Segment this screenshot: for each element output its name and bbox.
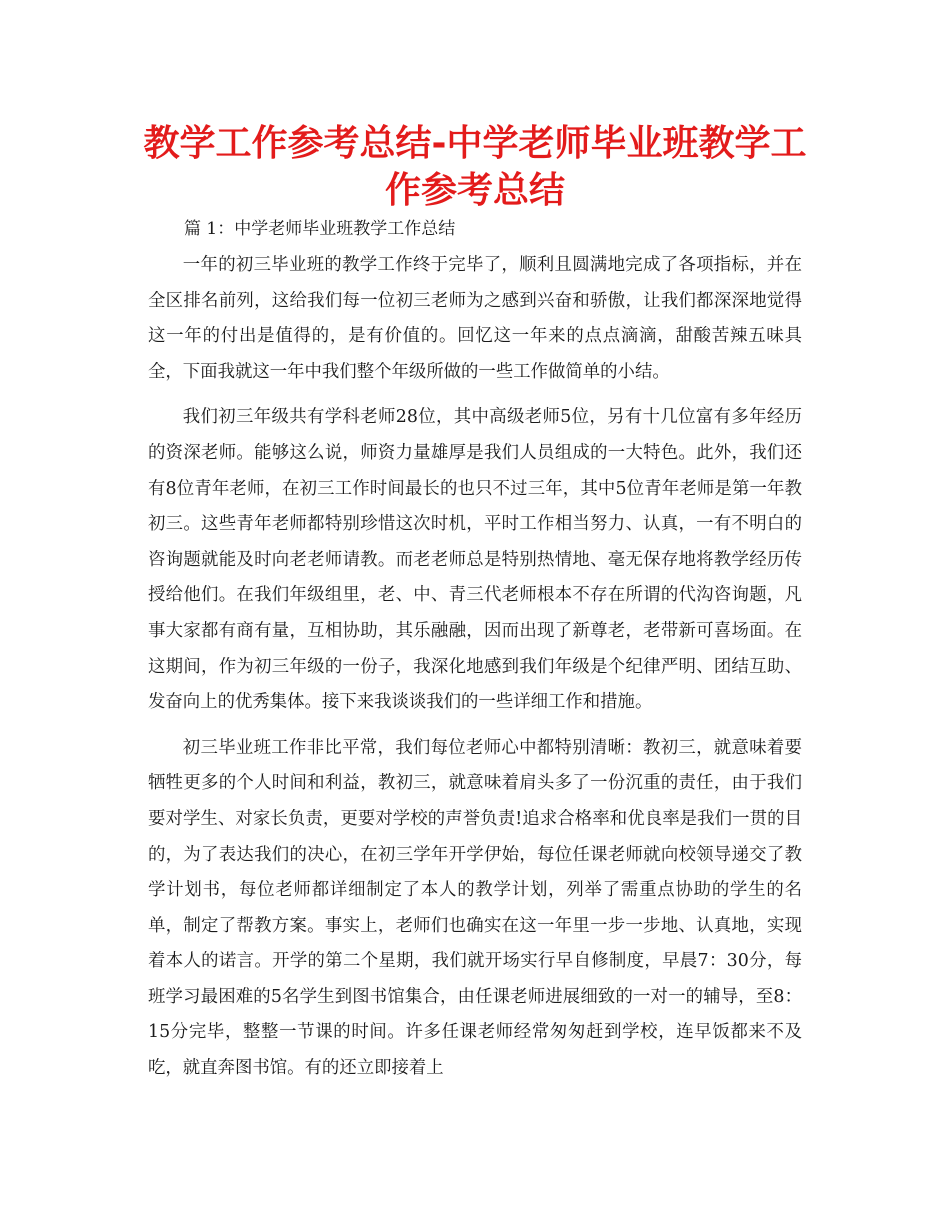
document-title: 教学工作参考总结-中学老师毕业班教学工作参考总结: [143, 123, 807, 211]
document-body: [148, 248, 802, 1097]
paragraph-3: 初三毕业班工作非比平常，我们每位老师心中都特别清晰：教初三，就意味着要牺牲更多的个人时间和利益，教初三，就意味着肩头多了一份沉重的责任，由于我们要对学生、对家长负责，更要对学校的声誉负责!追求合格率和优良率是我们一贯的目的，为了表达我们的决心，在初三学年开学伊始，每位任课老师就向校领导递交了教学计划书，每位老师都详细制定了本人的教学计划，列举了需重点协助的学生的名单，制定了帮教方案。事实上，老师们也确实在这一年里一步一步地、认真地，实现着本人的诺言。开学的第二个星期，我们就开场实行早自修制度，早晨7：30分，每班学习最困难的5名学生到图书馆集合，由任课老师进展细致的一对一的辅导，至8：15分完毕，整整一节课的时间。许多任课老师经常匆匆赶到学校，连早饭都来不及吃，就直奔图书馆。有的还立即接着上: [148, 737, 802, 1079]
paragraph-2: 我们初三年级共有学科老师28位，其中高级老师5位，另有十几位富有多年经历的资深老师。能够这么说，师资力量雄厚是我们人员组成的一大特色。此外，我们还有8位青年老师，在初三工作时间最长的也只不过三年，其中5位青年老师是第一年教初三。这些青年老师都特别珍惜这次时机，平时工作相当努力、认真，一有不明白的咨询题就能及时向老老师请教。而老老师总是特别热情地、毫无保存地将教学经历传授给他们。在我们年级组里，老、中、青三代老师根本不存在所谓的代沟咨询题，凡事大家都有商有量，互相协助，其乐融融，因而出现了新尊老，老带新可喜场面。在这期间，作为初三年级的一份子，我深化地感到我们年级是个纪律严明、团结互助、发奋向上的优秀集体。接下来我谈谈我们的一些详细工作和措施。: [148, 407, 802, 713]
section-heading: 篇 1：中学老师毕业班教学工作总结: [184, 219, 456, 239]
paragraph-1: 一年的初三毕业班的教学工作终于完毕了，顺利且圆满地完成了各项指标，并在全区排名前列，这给我们每一位初三老师为之感到兴奋和骄傲，让我们都深深地觉得这一年的付出是值得的，是有价值的。回忆这一年来的点点滴滴，甜酸苦辣五味具全，下面我就这一年中我们整个年级所做的一些工作做简单的小结。: [148, 255, 802, 382]
